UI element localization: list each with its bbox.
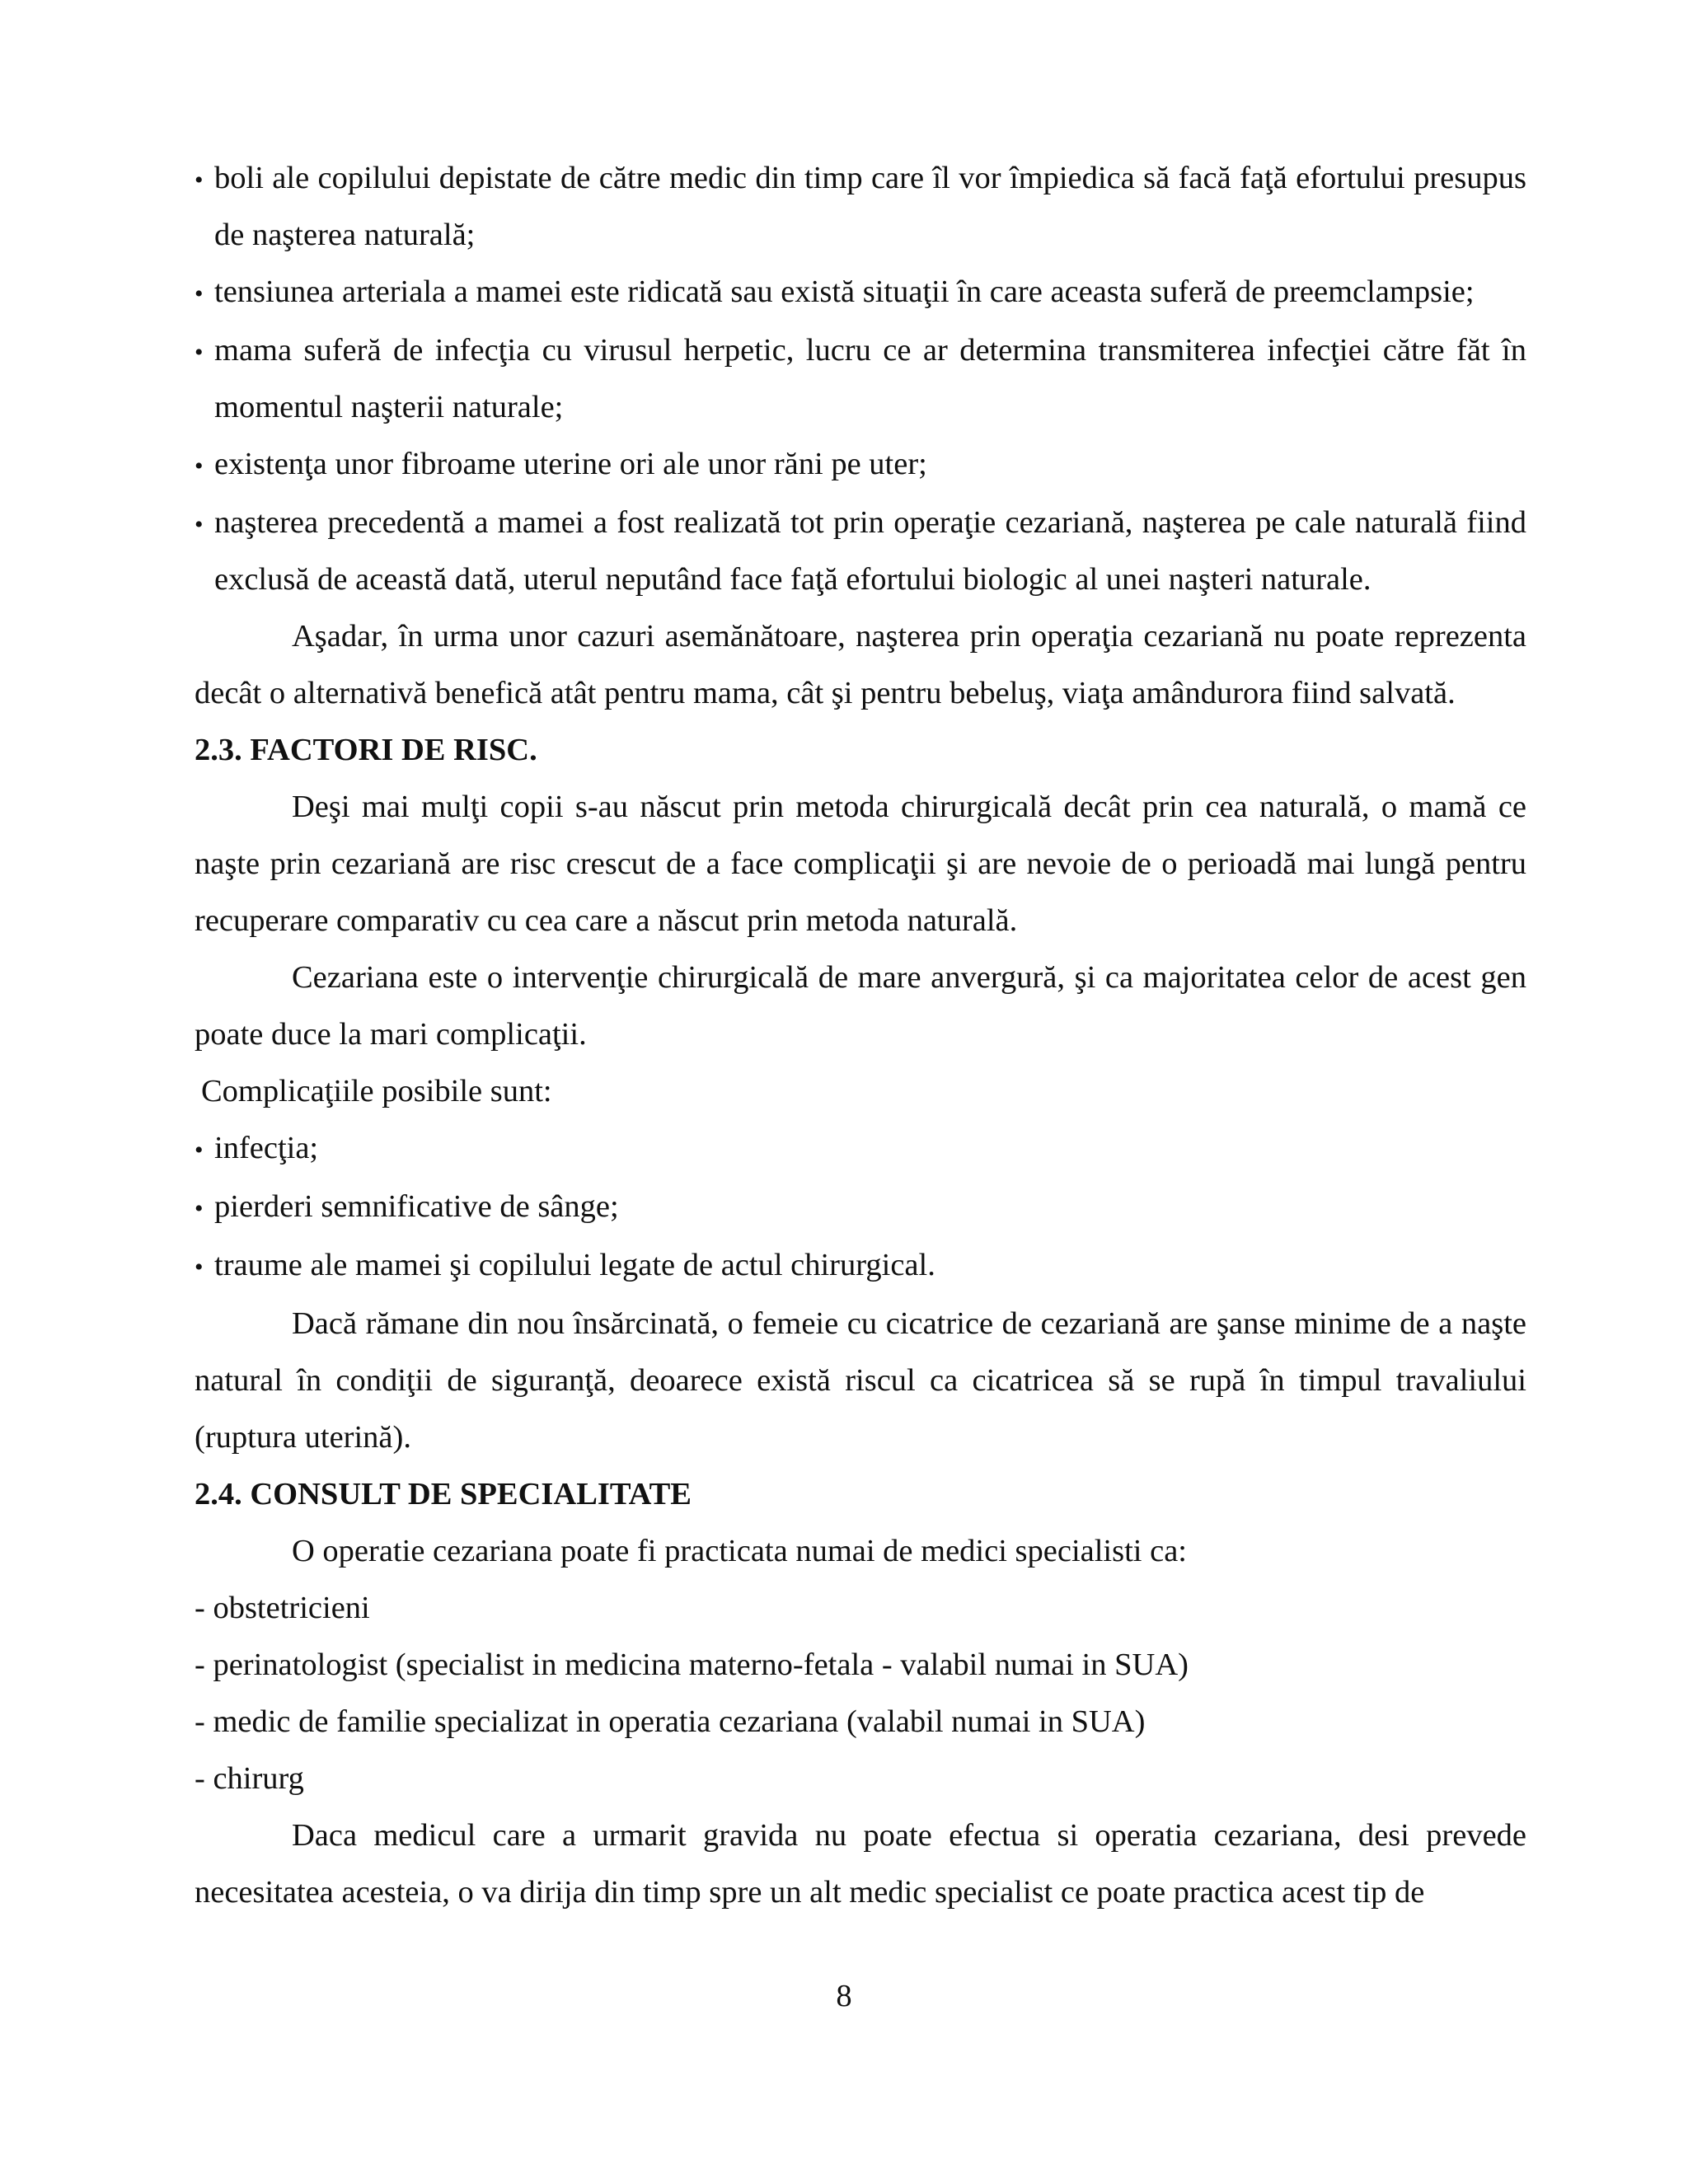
dash-item: - chirurg	[195, 1761, 304, 1796]
list-item-text: tensiunea arteriala a mamei este ridicată sau există situaţii în care aceasta suferă de preemclampsie;	[214, 274, 1475, 309]
bullet-icon: •	[195, 339, 204, 366]
list-item	[195, 322, 1526, 436]
dash-item: - perinatologist (specialist in medicina materno-fetala - valabil numai in SUA)	[195, 1647, 1189, 1682]
list-item	[195, 494, 1526, 608]
list-item-text: boli ale copilului depistate de către medic din timp care îl vor împiedica să facă faţă efortului presupus de naşterea naturală;	[214, 161, 1526, 252]
bullet-icon: •	[195, 511, 204, 538]
list-item	[195, 1120, 1526, 1179]
bullet-icon: •	[195, 280, 204, 307]
paragraph-cezariana: Cezariana este o intervenţie chirurgicală de mare anvergură, şi ca majoritatea celor de acest gen poate duce la mari complicaţii.	[195, 960, 1526, 1052]
list-item-text: infecţia;	[214, 1131, 319, 1165]
list-item	[195, 436, 1526, 494]
list-item	[195, 1179, 1526, 1237]
list-item-text: mama suferă de infecţia cu virusul herpetic, lucru ce ar determina transmiterea infecţiei către făt în momentul naşterii naturale;	[214, 333, 1526, 424]
list-item-text: existenţa unor fibroame uterine ori ale unor răni pe uter;	[214, 447, 927, 481]
bullet-icon: •	[195, 1195, 204, 1222]
paragraph-asadar: Aşadar, în urma unor cazuri asemănătoare, naşterea prin operaţia cezariană nu poate reprezenta decât o alternativă benefică atât pentru mama, cât şi pentru bebeluş, viaţa amândurora fiind salvată.	[195, 619, 1526, 710]
dash-item: - obstetricieni	[195, 1591, 370, 1625]
list-item-text: traume ale mamei şi copilului legate de actul chirurgical.	[214, 1248, 935, 1282]
document-page	[195, 150, 1526, 1921]
dash-item: - medic de familie specializat in operatia cezariana (valabil numai in SUA)	[195, 1704, 1146, 1739]
bullet-icon: •	[195, 1254, 204, 1281]
page-number: 8	[836, 1979, 852, 2013]
bullet-icon: •	[195, 166, 204, 194]
list-item-text: naşterea precedentă a mamei a fost realizată tot prin operaţie cezariană, naşterea pe cale naturală fiind exclusă de această dată, uterul neputând face faţă efortului biologic al unei naşteri naturale.	[214, 505, 1526, 597]
list-item	[195, 264, 1526, 322]
paragraph-operatie: O operatie cezariana poate fi practicata numai de medici specialisti ca:	[292, 1534, 1187, 1568]
section-heading-2-4: 2.4. CONSULT DE SPECIALITATE	[195, 1477, 692, 1511]
list-item-text: pierderi semnificative de sânge;	[214, 1189, 619, 1224]
complicatii-intro: Complicaţiile posibile sunt:	[201, 1074, 552, 1108]
paragraph-daca: Dacă rămane din nou însărcinată, o femeie cu cicatrice de cezariană are şanse minime de a naşte natural în condiţii de siguranţă, deoarece există riscul ca cicatricea să se rupă în timpul travaliului (ruptura uterină).	[195, 1306, 1526, 1455]
paragraph-desi: Deşi mai mulţi copii s-au născut prin metoda chirurgicală decât prin cea naturală, o mamă ce naşte prin cezariană are risc crescut de a face complicaţii şi are nevoie de o perioadă mai lungă pentru recuperare comparativ cu cea care a născut prin metoda naturală.	[195, 790, 1526, 938]
section-heading-2-3: 2.3. FACTORI DE RISC.	[195, 733, 537, 767]
bullet-icon: •	[195, 1137, 204, 1164]
list-item	[195, 150, 1526, 264]
paragraph-final: Daca medicul care a urmarit gravida nu poate efectua si operatia cezariana, desi prevede necesitatea acesteia, o va dirija din timp spre un alt medic specialist ce poate practica acest tip de	[195, 1818, 1526, 1910]
bullet-icon: •	[195, 452, 204, 480]
list-item	[195, 1237, 1526, 1296]
